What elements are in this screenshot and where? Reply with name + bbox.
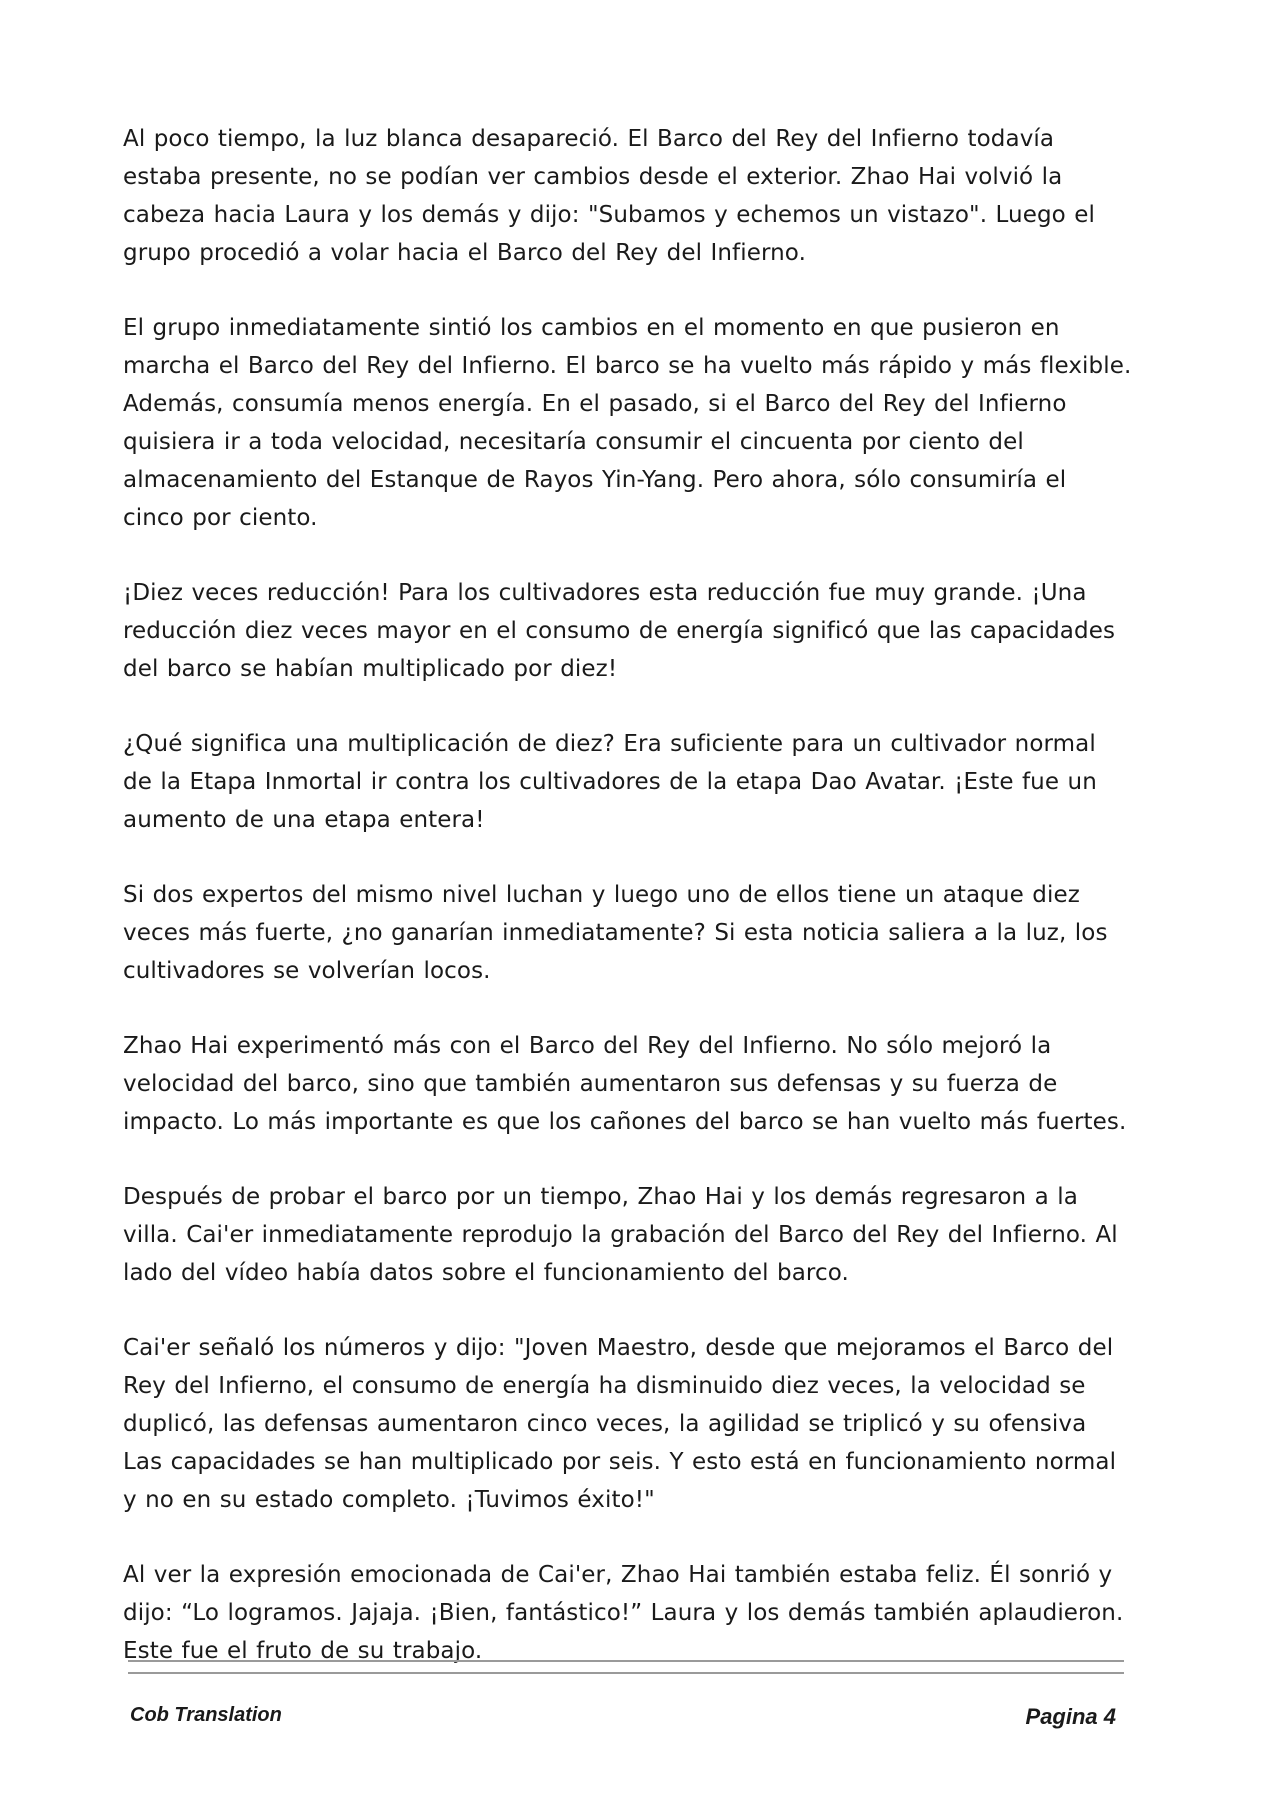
paragraph: El grupo inmediatamente sintió los cambios en el momento en que pusieron en marcha el Barco del Rey del Infierno. El barco se ha vuelto más rápido y más flexible. Además, consumía menos energía. En el pasado, si el Barco del Rey del Infierno quisiera ir a toda velocidad, necesitaría consumir el cincuenta por ciento del almacenamiento del Estanque de Rayos Yin-Yang. Pero ahora, sólo consumiría el cinco por ciento. [123,315,1132,531]
paragraph: ¿Qué significa una multiplicación de diez? Era suficiente para un cultivador normal de la Etapa Inmortal ir contra los cultivadores de la etapa Dao Avatar. ¡Este fue un aumento de una etapa entera! [123,731,1097,833]
paragraph: Si dos expertos del mismo nivel luchan y luego uno de ellos tiene un ataque diez veces más fuerte, ¿no ganarían inmediatamente? Si esta noticia saliera a la luz, los cultivadores se volverían locos. [123,882,1108,984]
paragraph: Al poco tiempo, la luz blanca desapareció. El Barco del Rey del Infierno todavía estaba presente, no se podían ver cambios desde el exterior. Zhao Hai volvió la cabeza hacia Laura y los demás y dijo: "Subamos y echemos un vistazo". Luego el grupo procedió a volar hacia el Barco del Rey del Infierno. [123,126,1095,266]
paragraph: Después de probar el barco por un tiempo, Zhao Hai y los demás regresaron a la villa. Cai'er inmediatamente reprodujo la grabación del Barco del Rey del Infierno. Al lado del vídeo había datos sobre el funcionamiento del barco. [123,1184,1118,1286]
paragraph: Al ver la expresión emocionada de Cai'er, Zhao Hai también estaba feliz. Él sonrió y dijo: “Lo logramos. Jajaja. ¡Bien, fantástico!” Laura y los demás también aplaudieron. Este fue el fruto de su trabajo. [123,1562,1124,1664]
footer-divider-top [128,1660,1124,1662]
paragraph: ¡Diez veces reducción! Para los cultivadores esta reducción fue muy grande. ¡Una reducción diez veces mayor en el consumo de energía significó que las capacidades del barco se habían multiplicado por diez! [123,580,1116,682]
footer-translator-credit: Cob Translation [130,1704,282,1726]
paragraph: Zhao Hai experimentó más con el Barco del Rey del Infierno. No sólo mejoró la velocidad del barco, sino que también aumentaron sus defensas y su fuerza de impacto. Lo más importante es que los cañones del barco se han vuelto más fuertes. [123,1033,1127,1135]
paragraph: Cai'er señaló los números y dijo: "Joven Maestro, desde que mejoramos el Barco del Rey del Infierno, el consumo de energía ha disminuido diez veces, la velocidad se duplicó, las defensas aumentaron cinco veces, la agilidad se triplicó y su ofensiva Las capacidades se han multiplicado por seis. Y esto está en funcionamiento normal y no en su estado completo. ¡Tuvimos éxito!" [123,1335,1117,1513]
footer-page-number: Pagina 4 [1025,1704,1116,1729]
body-text [123,120,1133,1707]
footer-divider-bottom [128,1672,1124,1674]
